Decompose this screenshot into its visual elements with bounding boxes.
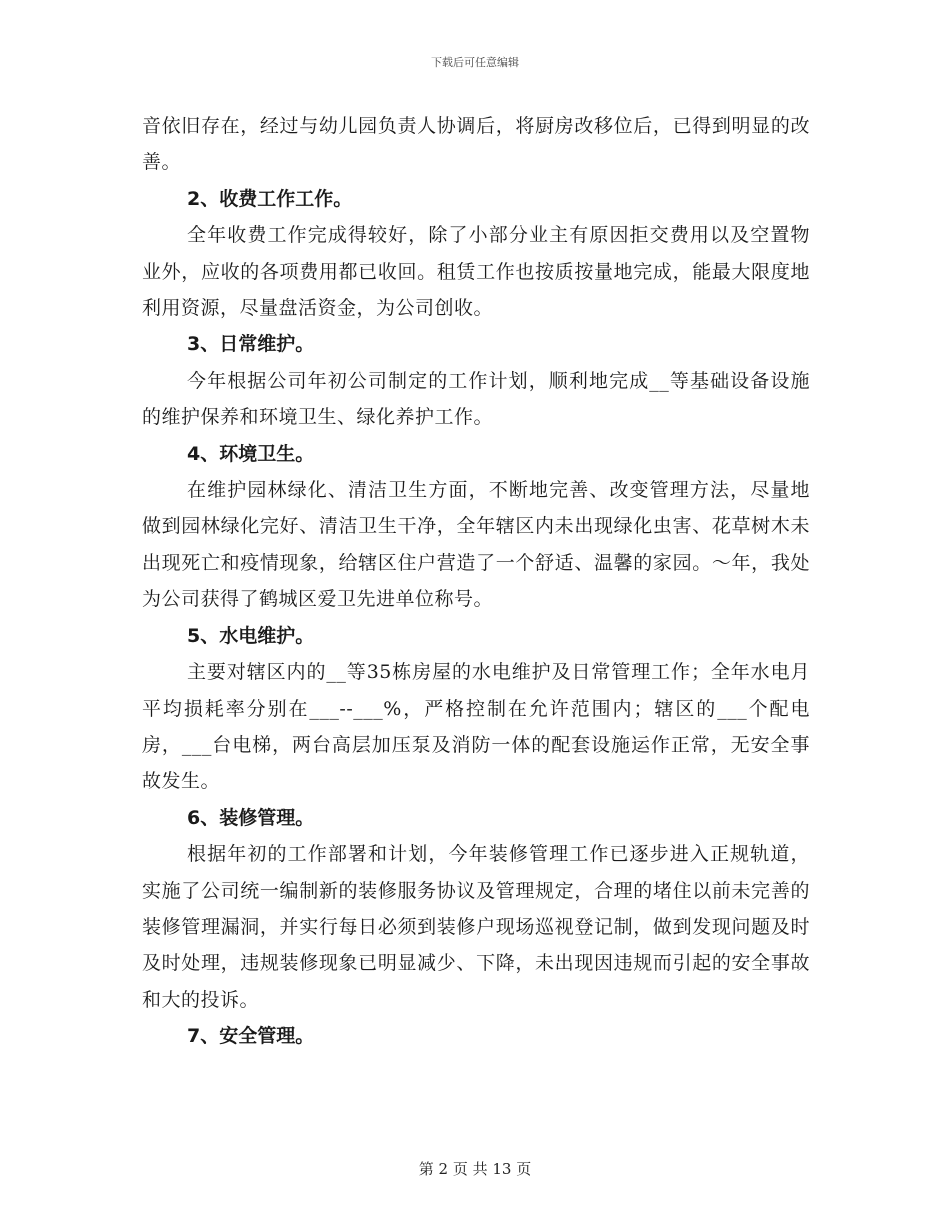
page-header: 下载后可任意编辑 xyxy=(431,56,519,69)
paragraph-sanitation: 在维护园林绿化、清洁卫生方面，不断地完善、改变管理方法，尽量地做到园林绿化完好、清洁卫生干净，全年辖区内未出现绿化虫害、花草树木未出现死亡和疫情现象，给辖区住户营造了一个舒适、温馨的家园。～年，我处为公司获得了鹤城区爱卫先进单位称号。 xyxy=(142,479,810,611)
paragraph-fees: 全年收费工作完成得较好，除了小部分业主有原因拒交费用以及空置物业外，应收的各项费用都已收回。租赁工作也按质按量地完成，能最大限度地利用资源，尽量盘活资金，为公司创收。 xyxy=(142,224,810,320)
paragraph-utilities: 主要对辖区内的__等35栋房屋的水电维护及日常管理工作；全年水电月平均损耗率分别在___--___%，严格控制在允许范围内；辖区的___个配电房，___台电梯，两台高层加压泵及消防一体的配套设施运作正常，无安全事故发生。 xyxy=(142,661,810,793)
document-body xyxy=(142,108,810,1055)
section-heading-sanitation: 4、环境卫生。 xyxy=(187,442,315,465)
section-heading-safety: 7、安全管理。 xyxy=(187,1025,315,1048)
paragraph-renovation: 根据年初的工作部署和计划，今年装修管理工作已逐步进入正规轨道，实施了公司统一编制新的装修服务协议及管理规定，合理的堵住以前未完善的装修管理漏洞，并实行每日必须到装修户现场巡视登记制，做到发现问题及时及时处理，违规装修现象已明显减少、下降，未出现因违规而引起的安全事故和大的投诉。 xyxy=(142,843,810,1011)
section-heading-fees: 2、收费工作工作。 xyxy=(187,187,353,210)
page-footer: 第 2 页 共 13 页 xyxy=(418,1160,532,1178)
paragraph-continuation: 音依旧存在，经过与幼儿园负责人协调后，将厨房改移位后，已得到明显的改善。 xyxy=(142,115,810,174)
section-heading-renovation: 6、装修管理。 xyxy=(187,806,315,829)
paragraph-maintenance: 今年根据公司年初公司制定的工作计划，顺利地完成__等基础设备设施的维护保养和环境卫生、绿化养护工作。 xyxy=(142,369,810,429)
section-heading-utilities: 5、水电维护。 xyxy=(187,624,315,647)
section-heading-maintenance: 3、日常维护。 xyxy=(187,333,315,356)
